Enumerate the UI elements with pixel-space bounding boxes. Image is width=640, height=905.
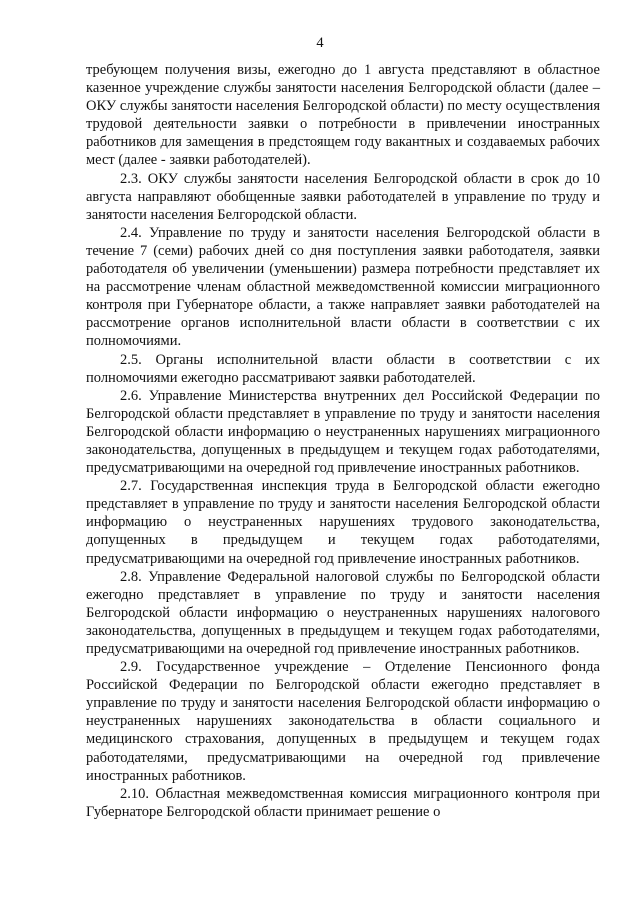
paragraph-2-4: 2.4. Управление по труду и занятости населения Белгородской области в течение 7 (семи) рабочих дней со дня поступления заявки работодателя, заявки работодателя об увеличении (уменьшении) размера потребности представляет их на рассмотрение членам областной межведомственной комиссии миграционного контроля при Губернаторе области, а также направляет заявки работодателей на рассмотрение органов исполнительной власти области в соответствии с их полномочиями. <box>86 224 600 350</box>
paragraph-2-7: 2.7. Государственная инспекция труда в Белгородской области ежегодно представляет в управление по труду и занятости населения Белгородской области информацию о неустраненных нарушениях трудового законодательства, допущенных в предыдущем и текущем годах работодателями, предусматривающими на очередной год привлечение иностранных работников. <box>86 478 600 567</box>
document-body <box>86 61 600 821</box>
paragraph-2-8: 2.8. Управление Федеральной налоговой службы по Белгородской области ежегодно представляет в управление по труду и занятости населения Белгородской области информацию о неустраненных нарушениях налогового законодательства, допущенных в предыдущем и текущем годах работодателями, предусматривающими на очередной год привлечение иностранных работников. <box>86 568 600 657</box>
paragraph-2-6: 2.6. Управление Министерства внутренних дел Российской Федерации по Белгородской области представляет в управление по труду и занятости населения Белгородской области информацию о неустраненных нарушениях миграционного законодательства, допущенных в предыдущем и текущем годах работодателями, предусматривающими на очередной год привлечение иностранных работников. <box>86 387 600 477</box>
paragraph-2-3: 2.3. ОКУ службы занятости населения Белгородской области в срок до 10 августа направляют обобщенные заявки работодателей в управление по труду и занятости населения Белгородской области. <box>86 170 600 223</box>
page-number: 4 <box>316 35 324 51</box>
paragraph-2-5: 2.5. Органы исполнительной власти области в соответствии с их полномочиями ежегодно рассматривают заявки работодателей. <box>86 351 600 386</box>
paragraph-continuation: требующем получения визы, ежегодно до 1 августа представляют в областное казенное учреждение службы занятости населения Белгородской области (далее – ОКУ службы занятости населения Белгородской области) по месту осуществления трудовой деятельности заявки о потребности в привлечении иностранных работников для замещения в предстоящем году вакантных и создаваемых рабочих мест (далее - заявки работодателей). <box>86 62 600 169</box>
paragraph-2-10: 2.10. Областная межведомственная комиссия миграционного контроля при Губернаторе Белгородской области принимает решение о <box>86 785 600 820</box>
paragraph-2-9: 2.9. Государственное учреждение – Отделение Пенсионного фонда Российской Федерации по Белгородской области ежегодно представляет в управление по труду и занятости населения Белгородской области информацию о неустраненных нарушениях законодательства в области социального и медицинского страхования, допущенных в предыдущем и текущем годах работодателями, предусматривающими на очередной год привлечение иностранных работников. <box>86 659 600 784</box>
